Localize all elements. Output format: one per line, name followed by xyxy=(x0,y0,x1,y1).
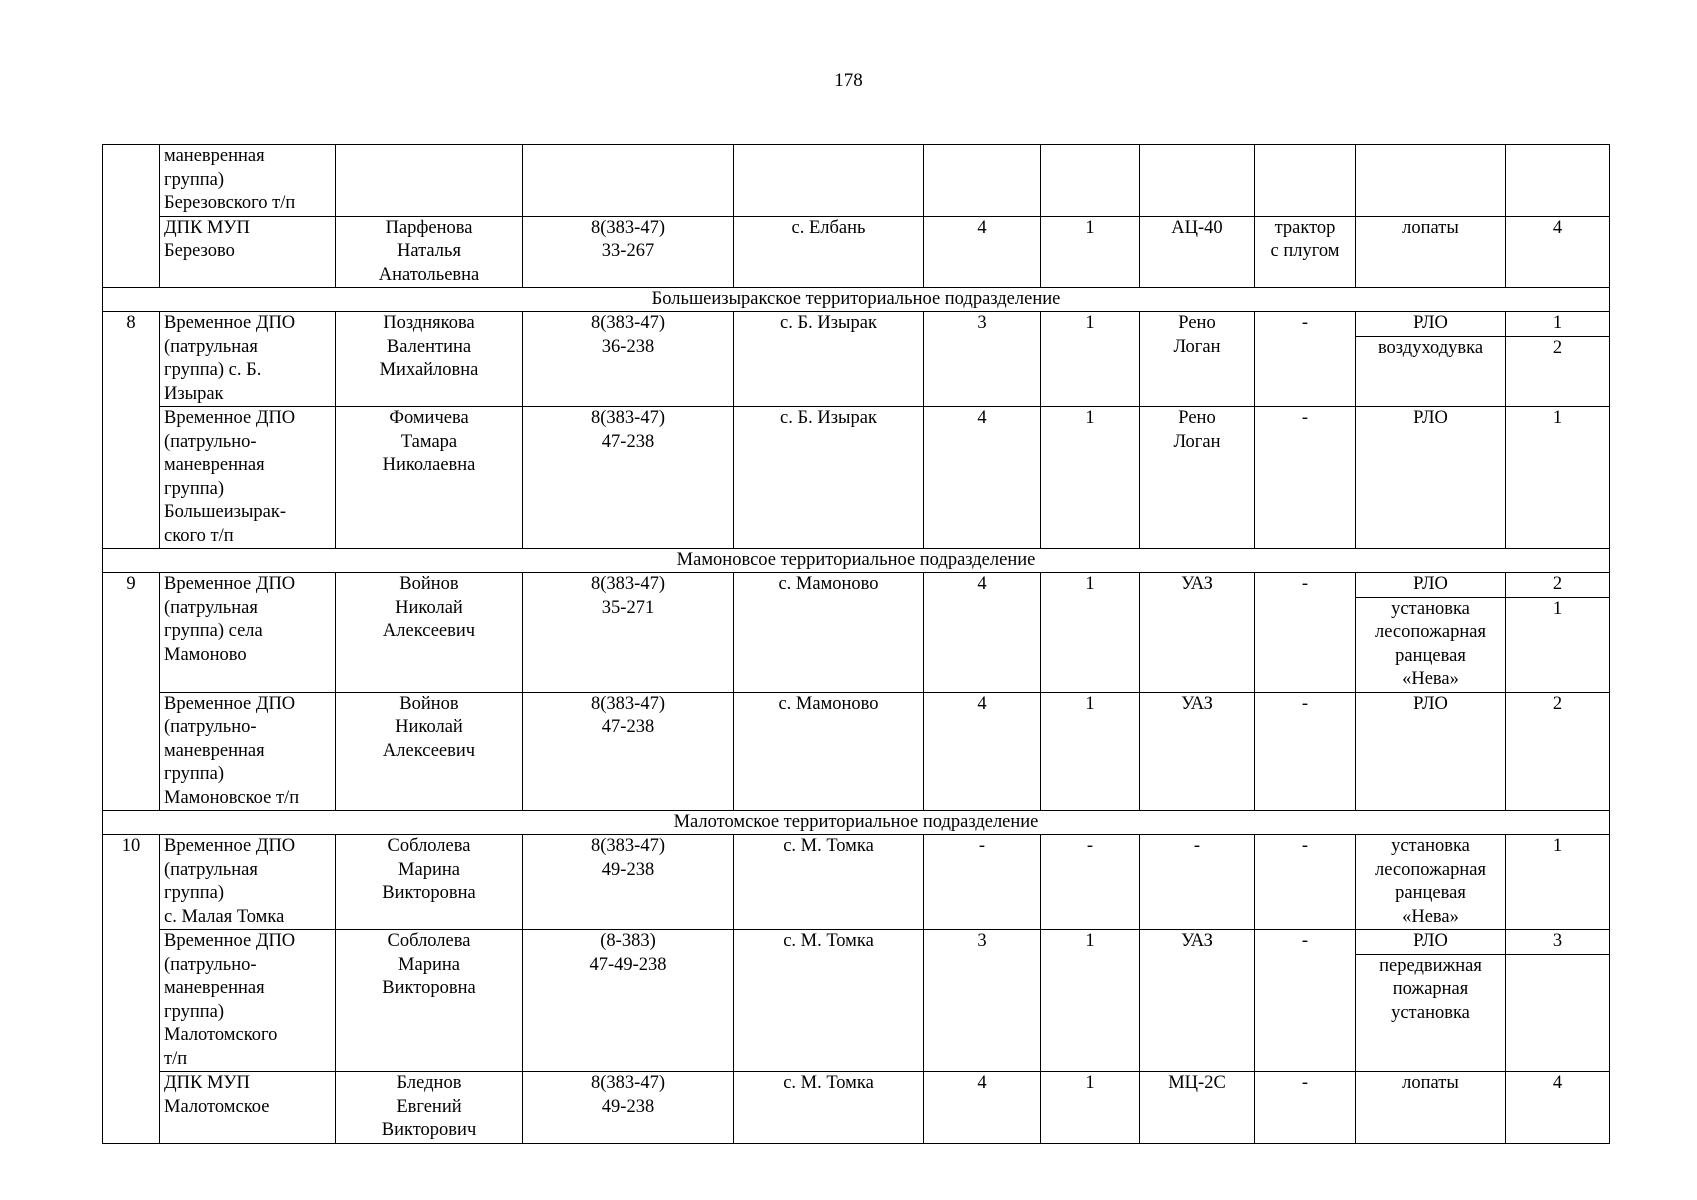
people-count-cell: 4 xyxy=(924,1072,1041,1144)
section-header-row xyxy=(103,549,1610,573)
place-cell: с. Мамоново xyxy=(734,692,924,811)
person-cell: Бледнов Евгений Викторович xyxy=(336,1072,523,1144)
extra-equipment-cell: трактор с плугом xyxy=(1255,216,1356,288)
equipment-cell: воздуходувка xyxy=(1356,336,1506,406)
row-number-cell: 10 xyxy=(103,835,160,1144)
quantity-cell xyxy=(1506,954,1610,1071)
equipment-cell: передвижная пожарная установка xyxy=(1356,954,1506,1071)
people-count-cell: 4 xyxy=(924,216,1041,288)
table-row xyxy=(103,835,1610,930)
extra-equipment-cell: - xyxy=(1255,930,1356,1072)
unit-name-cell: Временное ДПО (патрульно- маневренная группа) Мамоновское т/п xyxy=(160,692,336,811)
person-cell: Парфенова Наталья Анатольевна xyxy=(336,216,523,288)
tech-count-cell: - xyxy=(1041,835,1140,930)
unit-name-cell: Временное ДПО (патрульная группа) с. Малая Томка xyxy=(160,835,336,930)
phone-cell: 8(383-47) 47-238 xyxy=(523,692,734,811)
quantity-cell: 1 xyxy=(1506,407,1610,549)
vehicle-cell: АЦ-40 xyxy=(1140,216,1255,288)
equipment-cell: РЛО xyxy=(1356,692,1506,811)
resources-table xyxy=(102,144,1610,1144)
table-row xyxy=(103,1072,1610,1144)
person-cell: Соблолева Марина Викторовна xyxy=(336,835,523,930)
unit-name-cell: Временное ДПО (патрульная группа) села Мамоново xyxy=(160,573,336,693)
vehicle-cell: Рено Логан xyxy=(1140,407,1255,549)
extra-equipment-cell: - xyxy=(1255,1072,1356,1144)
quantity-cell: 1 xyxy=(1506,597,1610,692)
equipment-cell: РЛО xyxy=(1356,312,1506,337)
vehicle-cell: УАЗ xyxy=(1140,692,1255,811)
tech-count-cell: 1 xyxy=(1041,573,1140,693)
phone-cell: 8(383-47) 33-267 xyxy=(523,216,734,288)
phone-cell: 8(383-47) 35-271 xyxy=(523,573,734,693)
unit-name-cell: ДПК МУП Березово xyxy=(160,216,336,288)
unit-name-cell: ДПК МУП Малотомское xyxy=(160,1072,336,1144)
section-title: Малотомское территориальное подразделение xyxy=(103,811,1610,835)
extra-equipment-cell: - xyxy=(1255,407,1356,549)
extra-equipment-cell: - xyxy=(1255,835,1356,930)
row-number-cell: 8 xyxy=(103,312,160,549)
person-cell: Войнов Николай Алексеевич xyxy=(336,573,523,693)
place-cell: с. М. Томка xyxy=(734,1072,924,1144)
unit-name-cell: маневренная группа) Березовского т/п xyxy=(160,145,336,217)
quantity-cell: 1 xyxy=(1506,312,1610,337)
section-header-row xyxy=(103,811,1610,835)
quantity-cell: 2 xyxy=(1506,692,1610,811)
equipment-cell: лопаты xyxy=(1356,216,1506,288)
phone-cell: 8(383-47) 49-238 xyxy=(523,835,734,930)
people-count-cell: 4 xyxy=(924,407,1041,549)
table-row xyxy=(103,930,1610,955)
people-count-cell: 4 xyxy=(924,573,1041,693)
tech-count-cell: 1 xyxy=(1041,312,1140,407)
table-row xyxy=(103,692,1610,811)
table-row xyxy=(103,145,1610,217)
quantity-cell: 2 xyxy=(1506,336,1610,406)
equipment-cell: лопаты xyxy=(1356,1072,1506,1144)
tech-count-cell: 1 xyxy=(1041,216,1140,288)
person-cell: Войнов Николай Алексеевич xyxy=(336,692,523,811)
tech-count-cell: 1 xyxy=(1041,1072,1140,1144)
tech-count-cell: 1 xyxy=(1041,930,1140,1072)
vehicle-cell: УАЗ xyxy=(1140,930,1255,1072)
quantity-cell: 4 xyxy=(1506,216,1610,288)
vehicle-cell: УАЗ xyxy=(1140,573,1255,693)
equipment-cell: РЛО xyxy=(1356,407,1506,549)
unit-name-cell: Временное ДПО (патрульно- маневренная группа) Большеизырак- ского т/п xyxy=(160,407,336,549)
section-title: Большеизыракское территориальное подразделение xyxy=(103,288,1610,312)
equipment-cell: РЛО xyxy=(1356,930,1506,955)
tech-count-cell: 1 xyxy=(1041,692,1140,811)
place-cell: с. Елбань xyxy=(734,216,924,288)
page-number: 178 xyxy=(834,70,863,91)
place-cell: с. Мамоново xyxy=(734,573,924,693)
table-row xyxy=(103,312,1610,337)
unit-name-cell: Временное ДПО (патрульно- маневренная группа) Малотомского т/п xyxy=(160,930,336,1072)
quantity-cell: 4 xyxy=(1506,1072,1610,1144)
row-number-cell xyxy=(103,145,160,288)
extra-equipment-cell: - xyxy=(1255,573,1356,693)
people-count-cell: 3 xyxy=(924,930,1041,1072)
phone-cell: (8-383) 47-49-238 xyxy=(523,930,734,1072)
tech-count-cell: 1 xyxy=(1041,407,1140,549)
unit-name-cell: Временное ДПО (патрульная группа) с. Б. Изырак xyxy=(160,312,336,407)
equipment-cell: установка лесопожарная ранцевая «Нева» xyxy=(1356,597,1506,692)
equipment-cell: установка лесопожарная ранцевая «Нева» xyxy=(1356,835,1506,930)
table-row xyxy=(103,216,1610,288)
equipment-cell: РЛО xyxy=(1356,573,1506,598)
extra-equipment-cell: - xyxy=(1255,312,1356,407)
phone-cell: 8(383-47) 49-238 xyxy=(523,1072,734,1144)
row-number-cell: 9 xyxy=(103,573,160,811)
table-row xyxy=(103,407,1610,549)
person-cell: Позднякова Валентина Михайловна xyxy=(336,312,523,407)
people-count-cell: - xyxy=(924,835,1041,930)
quantity-cell: 2 xyxy=(1506,573,1610,598)
people-count-cell: 3 xyxy=(924,312,1041,407)
phone-cell: 8(383-47) 47-238 xyxy=(523,407,734,549)
quantity-cell: 1 xyxy=(1506,835,1610,930)
section-header-row xyxy=(103,288,1610,312)
vehicle-cell: Рено Логан xyxy=(1140,312,1255,407)
vehicle-cell: - xyxy=(1140,835,1255,930)
place-cell: с. Б. Изырак xyxy=(734,407,924,549)
phone-cell: 8(383-47) 36-238 xyxy=(523,312,734,407)
vehicle-cell: МЦ-2С xyxy=(1140,1072,1255,1144)
place-cell: с. Б. Изырак xyxy=(734,312,924,407)
place-cell: с. М. Томка xyxy=(734,835,924,930)
section-title: Мамоновсое территориальное подразделение xyxy=(103,549,1610,573)
quantity-cell: 3 xyxy=(1506,930,1610,955)
place-cell: с. М. Томка xyxy=(734,930,924,1072)
person-cell: Соблолева Марина Викторовна xyxy=(336,930,523,1072)
extra-equipment-cell: - xyxy=(1255,692,1356,811)
person-cell: Фомичева Тамара Николаевна xyxy=(336,407,523,549)
table-row xyxy=(103,573,1610,598)
people-count-cell: 4 xyxy=(924,692,1041,811)
